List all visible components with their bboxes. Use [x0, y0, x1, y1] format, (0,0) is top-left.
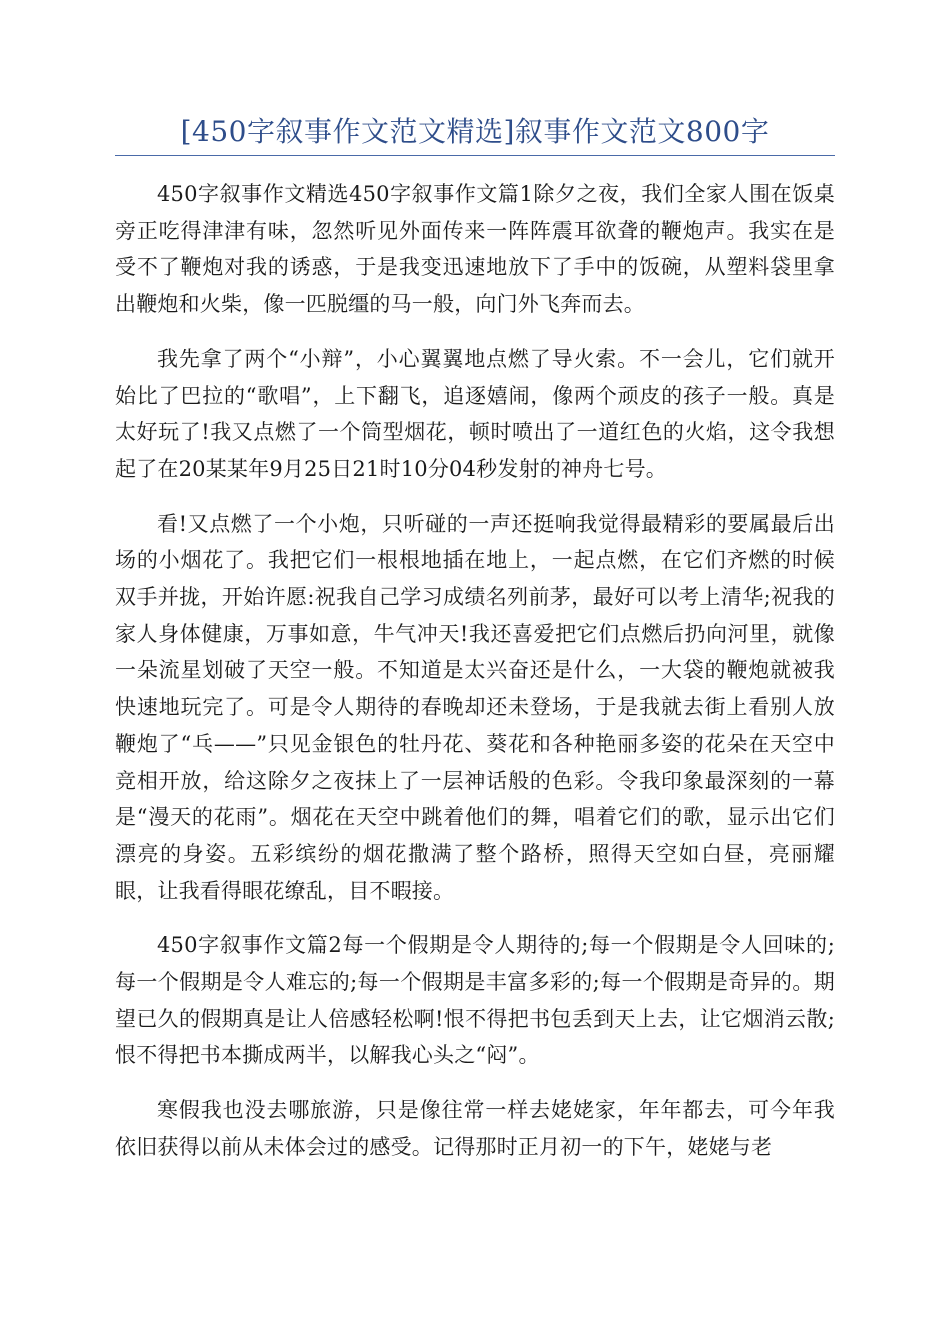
paragraph: 看!又点燃了一个小炮，只听碰的一声还挺响我觉得最精彩的要属最后出场的小烟花了。我把它们一根根地插在地上，一起点燃，在它们齐燃的时候双手并拢，开始许愿:祝我自己学习成绩名列前茅，最好可以考上清华;祝我的家人身体健康，万事如意，牛气冲天!我还喜爱把它们点燃后扔向河里，就像一朵流星划破了天空一般。不知道是太兴奋还是什么，一大袋的鞭炮就被我快速地玩完了。可是令人期待的春晚却还未登场，于是我就去街上看别人放鞭炮了“乓——”只见金银色的牡丹花、葵花和各种艳丽多姿的花朵在天空中竞相开放，给这除夕之夜抹上了一层神话般的色彩。令我印象最深刻的一幕是“漫天的花雨”。烟花在天空中跳着他们的舞，唱着它们的歌，显示出它们漂亮的身姿。五彩缤纷的烟花撒满了整个路桥，照得天空如白昼，亮丽耀眼，让我看得眼花缭乱，目不暇接。: [115, 511, 835, 903]
paragraph: 我先拿了两个“小辩”，小心翼翼地点燃了导火索。不一会儿，它们就开始比了巴拉的“歌唱”，上下翻飞，追逐嬉闹，像两个顽皮的孩子一般。真是太好玩了!我又点燃了一个筒型烟花，顿时喷出了一道红色的火焰，这令我想起了在20某某年9月25日21时10分04秒发射的神舟七号。: [115, 346, 835, 481]
paragraph: 450字叙事作文精选450字叙事作文篇1除夕之夜，我们全家人围在饭桌旁正吃得津津有味，忽然听见外面传来一阵阵震耳欲聋的鞭炮声。我实在是受不了鞭炮对我的诱惑，于是我变迅速地放下了手中的饭碗，从塑料袋里拿出鞭炮和火柴，像一匹脱缰的马一般，向门外飞奔而去。: [115, 182, 835, 317]
title-underline-divider: [115, 155, 835, 156]
paragraph: 寒假我也没去哪旅游，只是像往常一样去姥姥家，年年都去，可今年我依旧获得以前从未体会过的感受。记得那时正月初一的下午，姥姥与老: [115, 1098, 835, 1159]
document-body: [115, 176, 835, 1184]
paragraph: 450字叙事作文篇2每一个假期是令人期待的;每一个假期是令人回味的;每一个假期是令人难忘的;每一个假期是丰富多彩的;每一个假期是奇异的。期望已久的假期真是让人倍感轻松啊!恨不得把书包丢到天上去，让它烟消云散;恨不得把书本撕成两半，以解我心头之“闷”。: [115, 933, 835, 1068]
document-title: [450字叙事作文范文精选]叙事作文范文800字: [180, 115, 770, 148]
